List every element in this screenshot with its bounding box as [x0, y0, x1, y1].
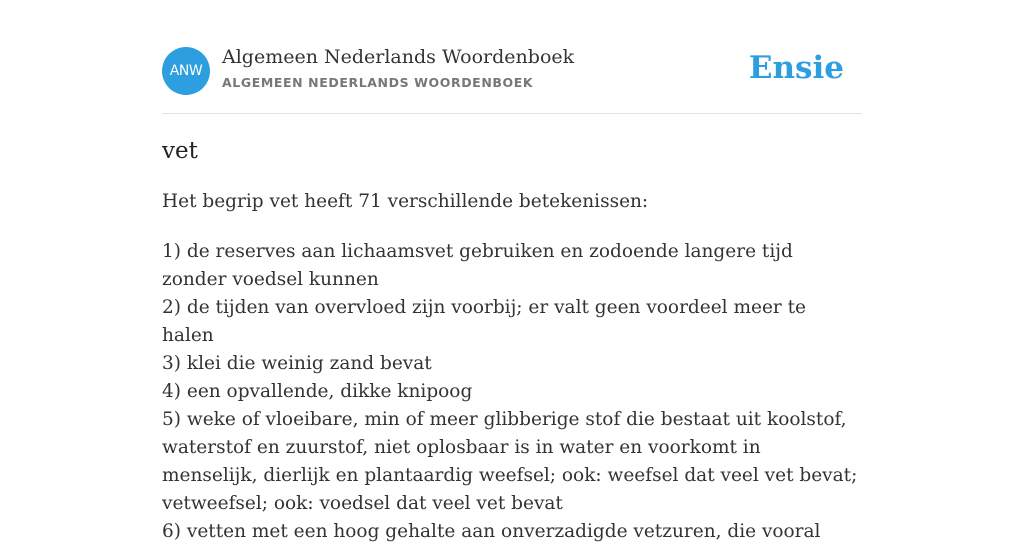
source-title[interactable]: Algemeen Nederlands Woordenboek	[222, 46, 575, 68]
intro-text: Het begrip vet heeft 71 verschillende betekenissen:	[162, 191, 649, 212]
definition-item: 3) klei die weinig zand bevat	[162, 353, 432, 374]
definition-item: 5) weke of vloeibare, min of meer glibberige stof die bestaat uit koolstof, waterstof en zuurstof, niet oplosbaar is in water en voorkomt in menselijk, dierlijk en plantaardig weefsel; ook: weefsel dat veel vet bevat; vetweefsel; ook: voedsel dat veel vet bevat	[162, 409, 858, 514]
definition-item: 6) vetten met een hoog gehalte aan onverzadigde vetzuren, die vooral	[162, 521, 821, 542]
header	[162, 0, 862, 114]
definitions-list	[162, 238, 862, 546]
term-title: vet	[162, 138, 198, 164]
source-logo[interactable]: ANW	[162, 47, 210, 95]
source-subtitle: ALGEMEEN NEDERLANDS WOORDENBOEK	[222, 75, 534, 90]
brand-logo[interactable]: Ensie	[748, 50, 844, 86]
definition-item: 1) de reserves aan lichaamsvet gebruiken en zodoende langere tijd zonder voedsel kunnen	[162, 241, 793, 290]
definition-item: 4) een opvallende, dikke knipoog	[162, 381, 473, 402]
page-container	[162, 0, 862, 542]
definition-item: 2) de tijden van overvloed zijn voorbij; er valt geen voordeel meer te halen	[162, 297, 806, 346]
